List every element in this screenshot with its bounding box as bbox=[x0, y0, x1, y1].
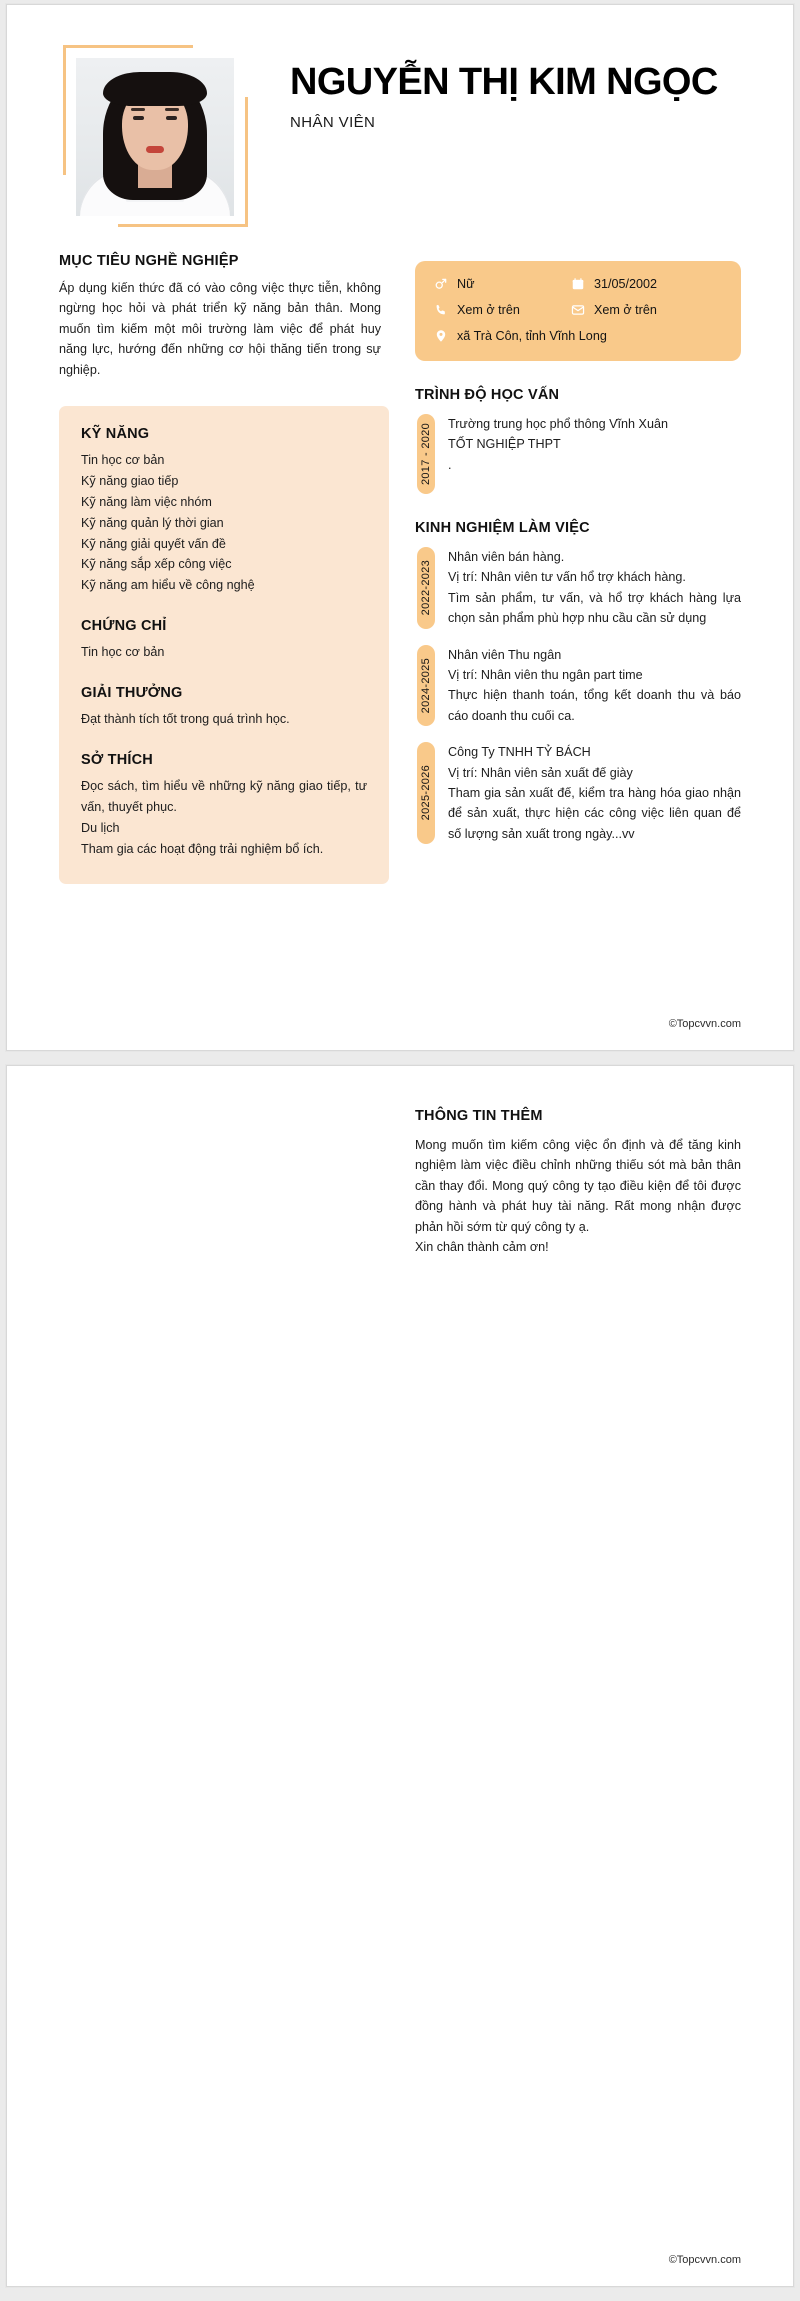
experience-title: KINH NGHIỆM LÀM VIỆC bbox=[415, 520, 590, 537]
awards-list bbox=[81, 709, 367, 730]
contact-email[interactable] bbox=[570, 302, 657, 317]
contact-row bbox=[433, 328, 723, 343]
date-badge-label: 2022-2023 bbox=[420, 560, 432, 616]
entry-line: Nhân viên bán hàng. bbox=[448, 550, 565, 565]
email-icon bbox=[570, 302, 585, 317]
entry-line: Tìm sản phẩm, tư vấn, và hổ trợ khách hàng lựa chọn sản phẩm phù hợp nhu cầu cần sử dụng bbox=[448, 590, 741, 626]
location-icon bbox=[433, 328, 448, 343]
date-badge bbox=[417, 547, 435, 629]
date-badge bbox=[417, 414, 435, 494]
experience-entry-body bbox=[448, 645, 741, 727]
entry-line: Thực hiện thanh toán, tổng kết doanh thu và báo cáo doanh thu cuối ca. bbox=[448, 688, 741, 723]
left-column bbox=[59, 253, 389, 884]
entry-line: Vị trí: Nhân viên tư vấn hổ trợ khách hàng. bbox=[448, 570, 686, 585]
contact-address-value: xã Trà Côn, tỉnh Vĩnh Long bbox=[457, 328, 607, 343]
date-badge bbox=[417, 645, 435, 727]
list-item: Kỹ năng làm việc nhóm bbox=[81, 494, 212, 509]
resume-page-2 bbox=[6, 1065, 794, 2287]
portrait-lips bbox=[146, 146, 164, 153]
awards-title: GIẢI THƯỞNG bbox=[81, 685, 183, 702]
list-item: Tham gia các hoạt động trải nghiệm bổ ích. bbox=[81, 841, 324, 856]
footer-credit: ©Topcvvn.com bbox=[668, 2254, 741, 2266]
contact-gender bbox=[433, 276, 570, 291]
list-item: Tin học cơ bản bbox=[81, 645, 165, 660]
resume-header bbox=[7, 5, 793, 227]
date-badge-label: 2024-2025 bbox=[420, 657, 432, 714]
education-entry-body bbox=[448, 414, 741, 494]
portrait-image bbox=[76, 58, 234, 216]
experience-entry-body bbox=[448, 742, 741, 844]
section-education bbox=[415, 387, 741, 494]
entry-line: Công Ty TNHH TỶ BÁCH bbox=[448, 745, 591, 760]
objective-title: MỤC TIÊU NGHỀ NGHIỆP bbox=[59, 253, 239, 269]
right-column-page2 bbox=[389, 1108, 741, 1257]
list-item: Kỹ năng giải quyết vấn đề bbox=[81, 536, 226, 551]
list-item: Du lịch bbox=[81, 820, 120, 835]
section-certificates bbox=[81, 618, 367, 663]
entry-line: Nhân viên Thu ngân bbox=[448, 647, 562, 662]
content-columns-page2 bbox=[7, 1066, 793, 1257]
left-tinted-card bbox=[59, 406, 389, 884]
experience-entry-body bbox=[448, 547, 741, 629]
entry-line: Vị trí: Nhân viên thu ngân part time bbox=[448, 667, 643, 682]
contact-birthdate bbox=[570, 276, 657, 291]
footer-credit: ©Topcvvn.com bbox=[668, 1018, 741, 1030]
right-column bbox=[389, 253, 741, 844]
contact-phone[interactable] bbox=[433, 302, 570, 317]
contact-card bbox=[415, 261, 741, 361]
gender-icon bbox=[433, 276, 448, 291]
list-item: Kỹ năng giao tiếp bbox=[81, 473, 179, 488]
contact-phone-value: Xem ở trên bbox=[457, 302, 520, 317]
skills-list bbox=[81, 450, 367, 596]
date-badge bbox=[417, 742, 435, 844]
portrait-hair-front bbox=[103, 72, 207, 106]
education-title: TRÌNH ĐỘ HỌC VẤN bbox=[415, 387, 560, 403]
list-item: Tin học cơ bản bbox=[81, 452, 165, 467]
frame-line-bottom bbox=[118, 224, 248, 227]
skills-title: KỸ NĂNG bbox=[81, 425, 150, 442]
contact-gender-value: Nữ bbox=[457, 276, 475, 291]
portrait-brow-left bbox=[131, 108, 145, 111]
entry-line: Trường trung học phổ thông Vĩnh Xuân bbox=[448, 417, 668, 431]
portrait-eye-right bbox=[166, 116, 177, 120]
contact-address bbox=[433, 328, 607, 343]
calendar-icon bbox=[570, 276, 585, 291]
entry-line: Tham gia sản xuất đế, kiểm tra hàng hóa giao nhận để sản xuất, thực hiện các công việc liên quan để số lượng sản xuất trong ngày...vv bbox=[448, 785, 741, 841]
list-item: Đạt thành tích tốt trong quá trình học. bbox=[81, 712, 290, 727]
entry-line: . bbox=[448, 457, 452, 472]
list-item: Kỹ năng quản lý thời gian bbox=[81, 515, 224, 530]
portrait-eye-left bbox=[133, 116, 144, 120]
date-badge-label: 2017 - 2020 bbox=[420, 423, 432, 486]
education-entry bbox=[415, 414, 741, 494]
resume-page-1 bbox=[6, 4, 794, 1051]
contact-birthdate-value: 31/05/2002 bbox=[594, 276, 658, 291]
candidate-job-title: NHÂN VIÊN bbox=[290, 113, 376, 131]
frame-line-top bbox=[63, 45, 193, 48]
section-awards bbox=[81, 685, 367, 730]
contact-email-value: Xem ở trên bbox=[594, 302, 657, 317]
experience-entry bbox=[415, 645, 741, 727]
section-experience bbox=[415, 520, 741, 844]
entry-line: Vị trí: Nhân viên sản xuất đế giày bbox=[448, 765, 633, 780]
photo-frame bbox=[63, 45, 248, 227]
date-badge-label: 2025-2026 bbox=[420, 765, 432, 821]
frame-line-right bbox=[245, 97, 248, 227]
additional-text-closing: Xin chân thành cảm ơn! bbox=[415, 1239, 549, 1254]
portrait-brow-right bbox=[165, 108, 179, 111]
entry-line: TỐT NGHIỆP THPT bbox=[448, 437, 561, 452]
interests-title: SỞ THÍCH bbox=[81, 751, 153, 768]
phone-icon bbox=[433, 302, 448, 317]
experience-entry bbox=[415, 742, 741, 844]
candidate-name: NGUYỄN THỊ KIM NGỌC bbox=[290, 61, 718, 103]
section-objective bbox=[59, 253, 389, 380]
interests-list bbox=[81, 776, 367, 860]
section-additional-info bbox=[415, 1108, 741, 1257]
content-columns bbox=[7, 227, 793, 884]
additional-title: THÔNG TIN THÊM bbox=[415, 1108, 543, 1124]
section-interests bbox=[81, 752, 367, 860]
frame-line-left bbox=[63, 45, 66, 175]
objective-text: Áp dụng kiến thức đã có vào công việc thực tiễn, không ngừng học hỏi và phát triển kỹ năng bản thân. Mong muốn tìm kiếm một môi trường làm việc để phát huy năng lực, hướng đến những cơ hội thăng tiến trong sự nghiệp. bbox=[59, 281, 381, 377]
section-skills bbox=[81, 426, 367, 596]
additional-text: Mong muốn tìm kiếm công việc ổn định và để tăng kinh nghiệm làm việc điều chỉnh những thiếu sót mà bản thân cần thay đổi. Mong quý công ty tạo điều kiện để tôi được đồng hành và phát huy tài năng. Rất mong nhận được phản hồi sớm từ quý công ty ạ. bbox=[415, 1138, 741, 1234]
experience-entry bbox=[415, 547, 741, 629]
name-block bbox=[248, 45, 718, 131]
certificates-list bbox=[81, 642, 367, 663]
avatar bbox=[76, 58, 234, 216]
contact-row bbox=[433, 276, 723, 291]
certificates-title: CHỨNG CHỈ bbox=[81, 618, 167, 635]
contact-row bbox=[433, 302, 723, 317]
list-item: Kỹ năng am hiểu về công nghệ bbox=[81, 578, 255, 593]
list-item: Kỹ năng sắp xếp công việc bbox=[81, 557, 232, 572]
list-item: Đọc sách, tìm hiểu về những kỹ năng giao tiếp, tư vấn, thuyết phục. bbox=[81, 778, 367, 814]
